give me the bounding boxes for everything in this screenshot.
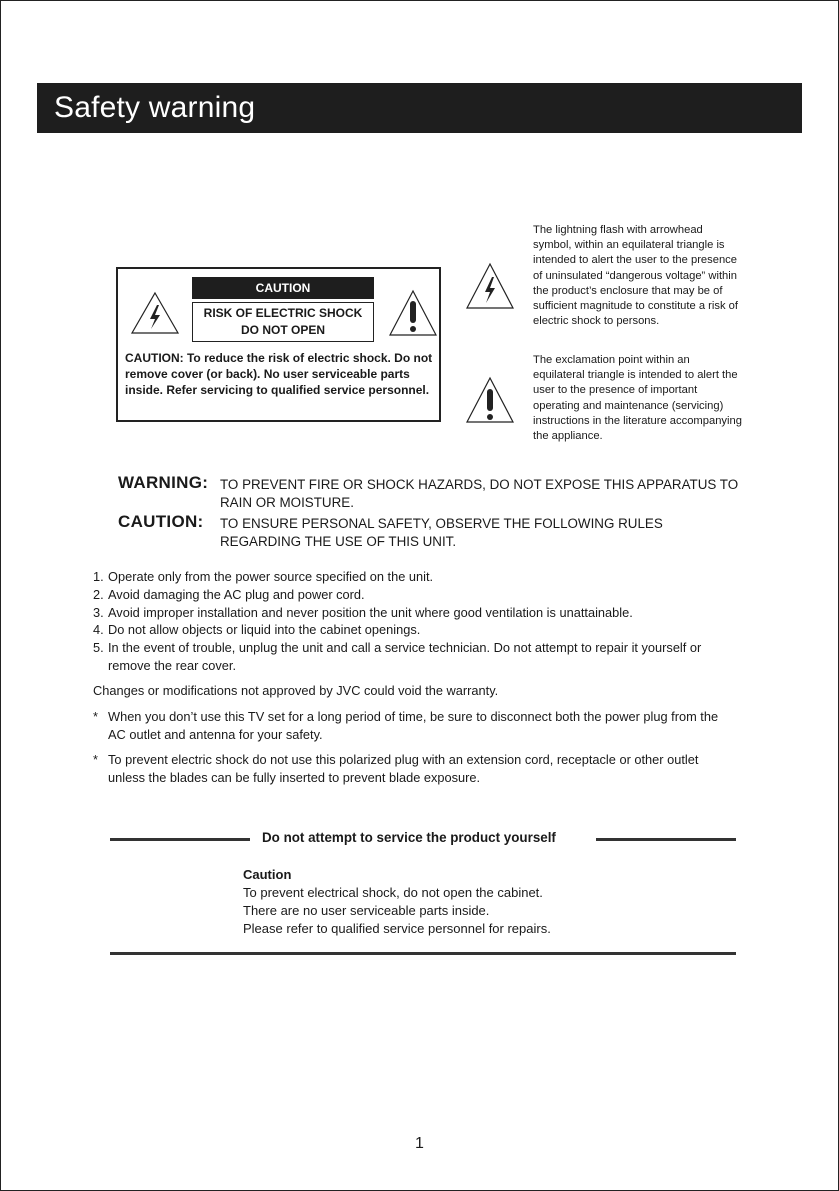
list-item: 1. Operate only from the power source specified on the unit. [93, 569, 434, 584]
lightning-triangle-icon [130, 291, 180, 335]
list-item: 4. Do not allow objects or liquid into the cabinet openings. [93, 622, 421, 638]
page-title: Safety warning [54, 91, 256, 124]
header-bar [37, 83, 802, 133]
exclamation-triangle-icon [388, 289, 438, 337]
lightning-symbol-icon [465, 262, 515, 310]
caution-label: CAUTION: [118, 512, 204, 531]
divider [596, 838, 736, 841]
service-caution-title: Caution [243, 867, 292, 882]
divider [110, 952, 736, 955]
exclamation-symbol-text: The exclamation point within an equilateral triangle is intended to alert the user to the presence of important operating and maintenance (servicing) instructions in the literature accompanying the appliance. [533, 354, 742, 443]
caution-box-text: CAUTION: To reduce the risk of electric shock. Do not remove cover (or back). No user serviceable parts inside. Refer servicing to qualified service personnel. [125, 351, 433, 397]
warning-text: TO PREVENT FIRE OR SHOCK HAZARDS, DO NOT EXPOSE THIS APPARATUS TO RAIN OR MOISTURE. [220, 477, 739, 510]
service-caution [243, 866, 551, 938]
warning-label: WARNING: [118, 473, 209, 492]
caution-title: CAUTION [192, 277, 374, 299]
service-line: Please refer to qualified service personnel for repairs. [243, 921, 551, 936]
safety-rules-list [93, 568, 733, 675]
service-heading: Do not attempt to service the product yourself [262, 830, 556, 845]
risk-box [192, 302, 374, 342]
list-item: 5. In the event of trouble, unplug the unit and call a service technician. Do not attempt to repair it yourself or remove the rear cover. [93, 640, 702, 673]
service-line: To prevent electrical shock, do not open the cabinet. [243, 885, 543, 900]
exclamation-symbol-icon [465, 376, 515, 424]
divider [110, 838, 250, 841]
list-item: 3. Avoid improper installation and never position the unit where good ventilation is unattainable. [93, 604, 633, 620]
page-number: 1 [415, 1135, 424, 1152]
lightning-symbol-text: The lightning flash with arrowhead symbol, within an equilateral triangle is intended to alert the user to the presence of uninsulated “dangerous voltage” within the product’s enclosure that may be of sufficient magnitude to constitute a risk of electric shock to persons. [533, 224, 739, 328]
list-item: 2. Avoid damaging the AC plug and power cord. [93, 586, 365, 602]
changes-note: Changes or modifications not approved by JVC could void the warranty. [93, 683, 499, 698]
risk-line-1: RISK OF ELECTRIC SHOCK [203, 306, 363, 320]
caution-label-box [116, 267, 441, 422]
service-line: There are no user serviceable parts inside. [243, 903, 490, 918]
caution-text: TO ENSURE PERSONAL SAFETY, OBSERVE THE FOLLOWING RULES REGARDING THE USE OF THIS UNIT. [220, 516, 663, 549]
risk-line-2: DO NOT OPEN [240, 323, 325, 337]
